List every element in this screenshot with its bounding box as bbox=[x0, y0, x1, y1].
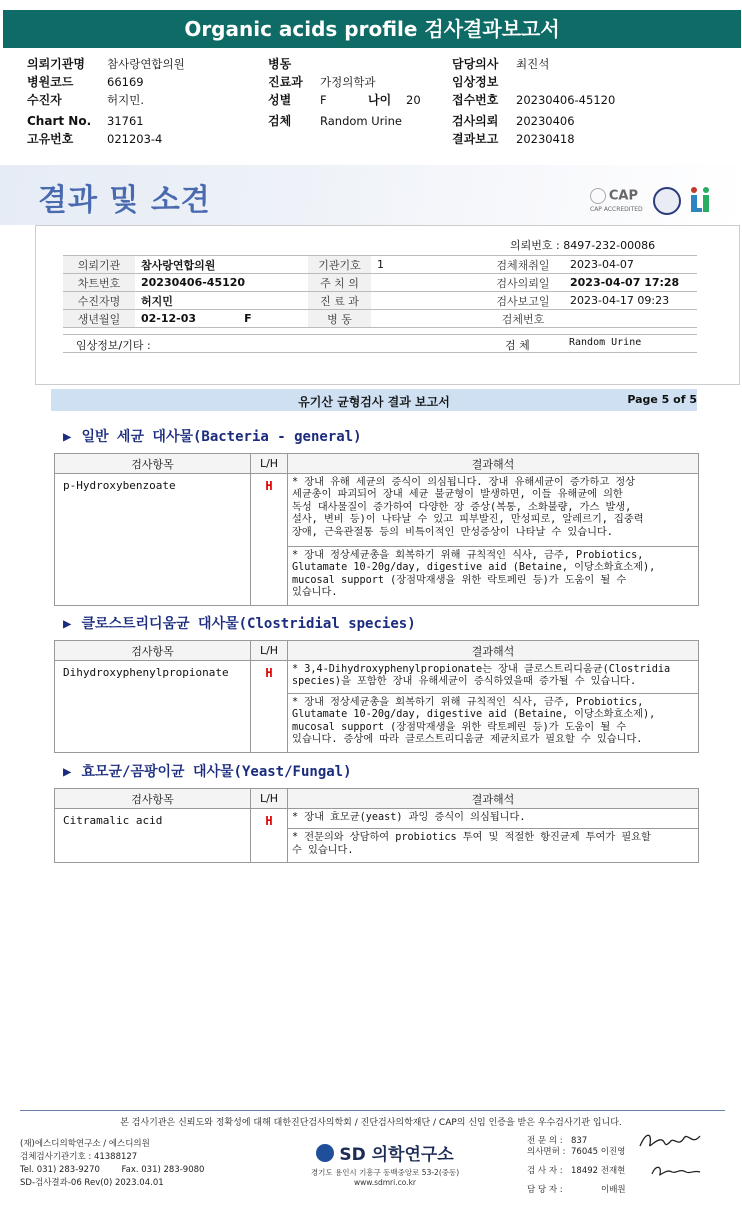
request-number-value: 8497-232-00086 bbox=[563, 239, 656, 252]
lh-flag: H bbox=[251, 661, 288, 753]
section-heading-text: 효모균/곰팡이균 대사물(Yeast/Fungal) bbox=[81, 764, 352, 780]
request-number-label: 의뢰번호 : bbox=[510, 239, 560, 252]
header-col-1 bbox=[27, 55, 185, 148]
table-header-row bbox=[55, 454, 699, 474]
info-row bbox=[63, 310, 697, 328]
col-header-lh: L/H bbox=[251, 641, 288, 661]
info-key: 차트번호 bbox=[63, 274, 135, 292]
info-value: 참사랑연합의원 bbox=[135, 256, 308, 274]
page-indicator: Page 5 of 5 bbox=[627, 393, 697, 406]
sex-value: F bbox=[244, 312, 252, 325]
info-value: 2023-04-17 09:23 bbox=[564, 292, 697, 310]
info-value: 2023-04-07 bbox=[564, 256, 697, 274]
info-value: 2023-04-07 17:28 bbox=[564, 274, 697, 292]
footer-lab-info bbox=[20, 1138, 204, 1190]
info-key: 생년월일 bbox=[63, 310, 135, 328]
hdr-label: 의뢰기관명 bbox=[27, 57, 85, 71]
footer-line: SD-검사결과-06 Rev(0) 2023.04.01 bbox=[20, 1178, 164, 1188]
result-table bbox=[54, 453, 699, 606]
interpretation-note: * 3,4-Dihydroxyphenylpropionate는 장내 클로스트리디움균(Clostridia species)을 포함한 장내 유해세균이 증식하였을때 증가될 수 있습니다. bbox=[288, 661, 699, 694]
hdr-label: 담당의사 bbox=[452, 57, 499, 71]
table-row bbox=[55, 661, 699, 694]
interpretation-note: * 장내 정상세균총을 회복하기 위해 규칙적인 식사, 금주, Probiotics, Glutamate 10-20g/day, digestive aid (Betaine, 이당소화효소제), mucosal support (장점막재생을 위한 락토페린 등)가 도움이 될 수 있습니다. 증상에 따라 클로스트리디움균 제균치료가 필요할 수 있습니다. bbox=[288, 694, 699, 753]
table-header-row bbox=[55, 641, 699, 661]
sd-website: www.sdmri.co.kr bbox=[353, 1178, 416, 1187]
patient-info-table bbox=[63, 255, 697, 328]
col-header-interp: 결과해석 bbox=[288, 789, 699, 809]
staff-value: 837 bbox=[571, 1136, 588, 1146]
col-header-lh: L/H bbox=[251, 789, 288, 809]
interpretation-note: * 장내 효모균(yeast) 과잉 증식이 의심됩니다. bbox=[288, 809, 699, 829]
info-value bbox=[135, 310, 308, 328]
hdr-value: 20230406-45120 bbox=[516, 93, 616, 107]
staff-value: 76045 이진영 bbox=[571, 1147, 626, 1157]
hdr-value: 참사랑연합의원 bbox=[107, 57, 185, 71]
signature-icon bbox=[636, 1128, 706, 1154]
hdr-label: 수진자 bbox=[27, 93, 62, 107]
specimen-value: Random Urine bbox=[569, 337, 642, 348]
col-header-interp: 결과해석 bbox=[288, 454, 699, 474]
footer-staff bbox=[527, 1136, 626, 1196]
sex-value: F bbox=[320, 93, 327, 107]
clinical-label: 임상정보/기타 : bbox=[76, 339, 151, 352]
dept-value: 가정의학과 bbox=[320, 75, 376, 89]
signature-icon bbox=[648, 1160, 704, 1180]
info-key: 검사보고일 bbox=[482, 292, 564, 310]
col-header-item: 검사항목 bbox=[55, 454, 251, 474]
sd-logo-icon bbox=[316, 1144, 334, 1162]
table-row bbox=[55, 809, 699, 829]
info-value bbox=[371, 310, 482, 328]
info-key: 의뢰기관 bbox=[63, 256, 135, 274]
birth-date: 02-12-03 bbox=[141, 312, 197, 325]
specimen-label: 검 체 bbox=[505, 339, 530, 352]
hdr-value: 20230418 bbox=[516, 132, 575, 146]
sex-label: 성별 bbox=[268, 93, 292, 107]
interpretation-note: * 장내 정상세균총을 회복하기 위해 규칙적인 식사, 금주, Probiotics, Glutamate 10-20g/day, digestive aid (Betaine, 이당소화효소제), mucosal support (장점막재생을 위한 락토페린 등)가 도움이 될 수 있습니다. bbox=[288, 547, 699, 606]
info-key: 검사의뢰일 bbox=[482, 274, 564, 292]
col-header-item: 검사항목 bbox=[55, 641, 251, 661]
triangle-icon: ▶ bbox=[63, 616, 72, 632]
hdr-label: 접수번호 bbox=[452, 93, 499, 107]
report-title: Organic acids profile 검사결과보고서 bbox=[3, 10, 741, 48]
info-row bbox=[63, 274, 697, 292]
cap-logo-text: CAP ACCREDITED bbox=[590, 206, 643, 213]
dept-label: 진료과 bbox=[268, 75, 303, 89]
section-heading bbox=[63, 426, 362, 446]
info-key: 병 동 bbox=[308, 310, 371, 328]
request-number bbox=[510, 237, 655, 253]
report-bar-title: 유기산 균형검사 결과 보고서 bbox=[298, 395, 450, 409]
info-value: 1 bbox=[371, 256, 482, 274]
info-key: 검체번호 bbox=[482, 310, 564, 328]
hdr-label: 병원코드 bbox=[27, 75, 74, 89]
cap-logo: CAP CAP ACCREDITED bbox=[590, 188, 643, 213]
interpretation-note: * 장내 유해 세균의 증식이 의심됩니다. 장내 유해세균이 증가하고 정상 세균총이 파괴되어 장내 세균 불균형이 발생하면, 이들 유해균에 의한 독성 대사물질이 증가하여 다양한 장 증상(복통, 소화불량, 가스 발생, 설사, 변비 등)이 나타날 수 있고 피부발진, 만성피로, 알레르기, 집중력 장애, 근육관절통 등의 비특이적인 만성증상이 나타날 수 있습니다. bbox=[288, 474, 699, 547]
hdr-label: 임상정보 bbox=[452, 75, 499, 89]
staff-label: 담 당 자 : bbox=[527, 1185, 563, 1195]
staff-label: 의사면허 : bbox=[527, 1147, 566, 1157]
specimen-value: Random Urine bbox=[320, 114, 402, 128]
test-item: Citramalic acid bbox=[55, 809, 251, 863]
lh-flag: H bbox=[251, 474, 288, 606]
info-key: 주 치 의 bbox=[308, 274, 371, 292]
header-col-3 bbox=[452, 55, 615, 148]
info-row bbox=[63, 256, 697, 274]
ward-label: 병동 bbox=[268, 57, 292, 71]
hdr-value: 021203-4 bbox=[107, 132, 163, 146]
test-item: p-Hydroxybenzoate bbox=[55, 474, 251, 606]
interpretation-note: * 전문의와 상담하여 probiotics 투여 및 적절한 항진균제 투여가 필요할 수 있습니다. bbox=[288, 829, 699, 863]
staff-value: 이배원 bbox=[601, 1185, 626, 1195]
hdr-value: 허지민. bbox=[107, 93, 144, 107]
hdr-label: Chart No. bbox=[27, 114, 92, 128]
hdr-value: 20230406 bbox=[516, 114, 575, 128]
result-table bbox=[54, 640, 699, 753]
lh-flag: H bbox=[251, 809, 288, 863]
sd-logo bbox=[305, 1140, 465, 1187]
staff-value: 18492 전재현 bbox=[571, 1166, 626, 1176]
section-title: 결과 및 소견 bbox=[38, 183, 211, 218]
info-value bbox=[371, 274, 482, 292]
col-header-interp: 결과해석 bbox=[288, 641, 699, 661]
footer-line: (재)에스디의학연구소 / 에스디의원 bbox=[20, 1139, 150, 1149]
sd-brand: SD 의학연구소 bbox=[339, 1145, 454, 1165]
age-label: 나이 bbox=[368, 93, 392, 107]
triangle-icon: ▶ bbox=[63, 429, 72, 445]
hdr-value: 31761 bbox=[107, 114, 144, 128]
triangle-icon: ▶ bbox=[63, 764, 72, 780]
info-value: 허지민 bbox=[135, 292, 308, 310]
footer-line: 검체검사기관기호 : 41388127 bbox=[20, 1152, 138, 1162]
info-key: 수진자명 bbox=[63, 292, 135, 310]
hdr-label: 고유번호 bbox=[27, 132, 74, 146]
hdr-value: 최진석 bbox=[516, 57, 550, 71]
hdr-label: 검사의뢰 bbox=[452, 114, 499, 128]
info-row bbox=[63, 292, 697, 310]
sd-address: 경기도 용인시 기흥구 동백중앙로 53-2(중동) bbox=[310, 1168, 460, 1177]
result-table bbox=[54, 788, 699, 863]
info-key: 검체채취일 bbox=[482, 256, 564, 274]
header-col-2 bbox=[268, 55, 421, 130]
test-item: Dihydroxyphenylpropionate bbox=[55, 661, 251, 753]
info-key: 진 료 과 bbox=[308, 292, 371, 310]
section-heading-text: 일반 세균 대사물(Bacteria - general) bbox=[81, 429, 362, 445]
seal-icon bbox=[653, 187, 681, 215]
section-heading bbox=[63, 761, 352, 781]
section-heading-text: 클로스트리디움균 대사물(Clostridial species) bbox=[81, 616, 416, 632]
col-header-item: 검사항목 bbox=[55, 789, 251, 809]
table-row bbox=[55, 474, 699, 547]
footer-divider bbox=[20, 1110, 725, 1111]
specimen-label: 검체 bbox=[268, 114, 292, 128]
info-key: 기관기호 bbox=[308, 256, 371, 274]
staff-label: 전 문 의 : bbox=[527, 1136, 563, 1146]
col-header-lh: L/H bbox=[251, 454, 288, 474]
info-value bbox=[371, 292, 482, 310]
staff-label: 검 사 자 : bbox=[527, 1166, 563, 1176]
section-heading bbox=[63, 613, 416, 633]
footer-line: Tel. 031) 283-9270 Fax. 031) 283-9080 bbox=[20, 1165, 205, 1175]
clinical-info-row bbox=[63, 334, 697, 353]
hdr-value: 66169 bbox=[107, 75, 144, 89]
accreditation-note: 본 검사기관은 신뢰도와 정확성에 대해 대한진단검사의학회 / 진단검사의학재단 / CAP의 신임 인증을 받은 우수검사기관 입니다. bbox=[120, 1118, 622, 1128]
institution-logo-icon bbox=[688, 186, 714, 214]
hdr-label: 결과보고 bbox=[452, 132, 499, 146]
info-value bbox=[564, 310, 697, 328]
report-bar bbox=[51, 389, 697, 411]
info-value: 20230406-45120 bbox=[135, 274, 308, 292]
table-header-row bbox=[55, 789, 699, 809]
age-value: 20 bbox=[406, 93, 421, 107]
